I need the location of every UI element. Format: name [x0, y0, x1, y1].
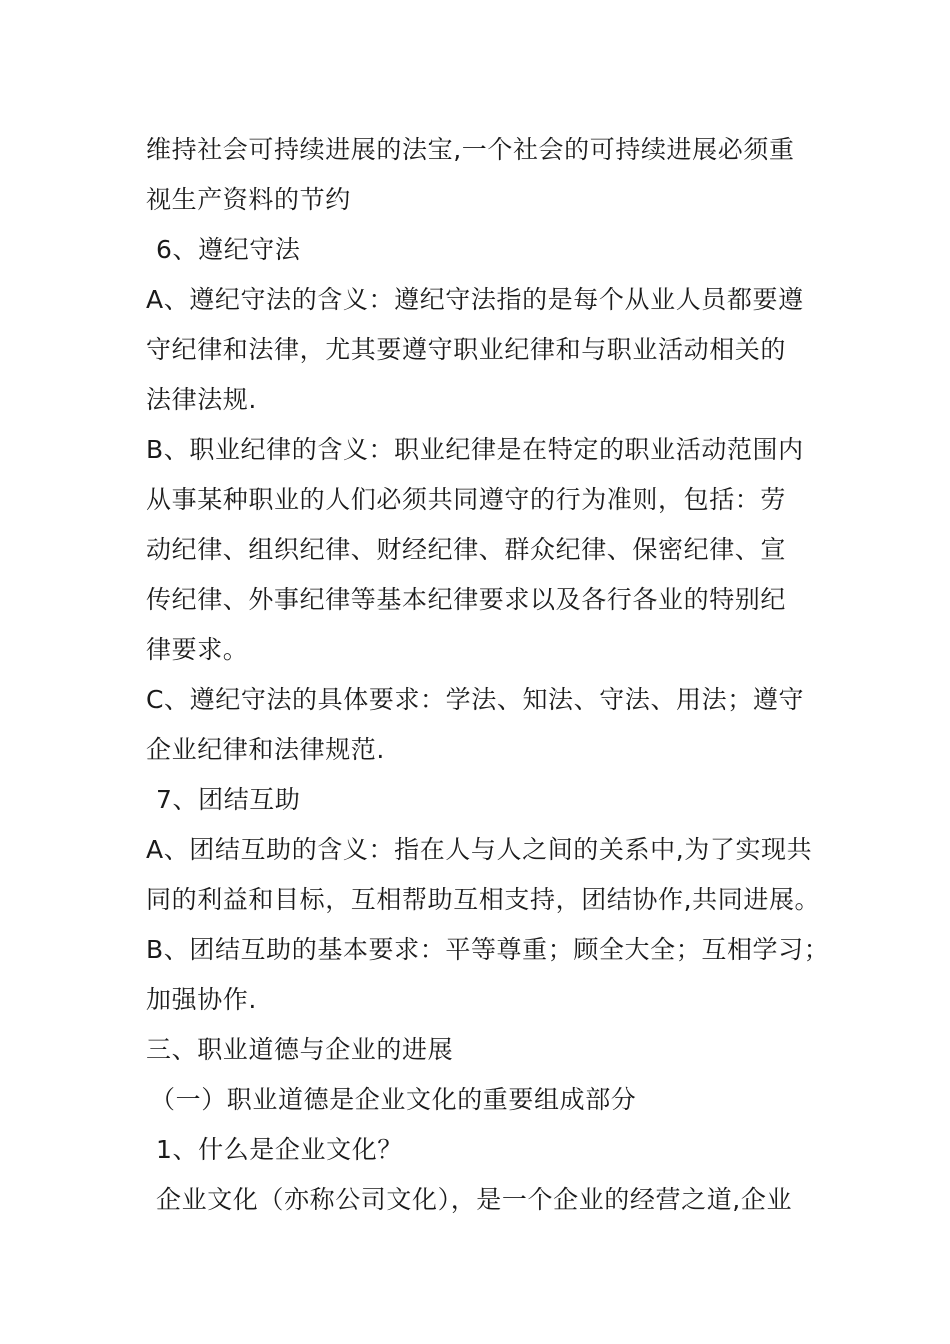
body-text-line: B、团结互助的基本要求：平等尊重；顾全大全；互相学习；: [146, 935, 830, 964]
document-body: [146, 125, 830, 1225]
question-heading: 1、什么是企业文化？: [156, 1135, 403, 1164]
body-text-line: 同的利益和目标，互相帮助互相支持，团结协作,共同进展。: [146, 885, 821, 914]
subsection-heading-1: （一）职业道德是企业文化的重要组成部分: [150, 1085, 637, 1114]
body-text-line: 维持社会可持续进展的法宝,一个社会的可持续进展必须重: [146, 135, 795, 164]
chapter-heading-3: 三、职业道德与企业的进展: [146, 1035, 454, 1064]
body-text-line: 法律法规.: [146, 385, 257, 414]
body-text-line: 企业纪律和法律规范.: [146, 735, 385, 764]
body-text-line: 传纪律、外事纪律等基本纪律要求以及各行各业的特别纪: [146, 585, 787, 614]
body-text-line: A、遵纪守法的含义：遵纪守法指的是每个从业人员都要遵: [146, 285, 804, 314]
body-text-line: 企业文化（亦称公司文化），是一个企业的经营之道,企业: [156, 1185, 793, 1214]
body-text-line: 动纪律、组织纪律、财经纪律、群众纪律、保密纪律、宣: [146, 535, 787, 564]
body-text-line: 从事某种职业的人们必须共同遵守的行为准则，包括：劳: [146, 485, 787, 514]
body-text-line: C、遵纪守法的具体要求：学法、知法、守法、用法；遵守: [146, 685, 805, 714]
body-text-line: B、职业纪律的含义：职业纪律是在特定的职业活动范围内: [146, 435, 804, 464]
body-text-line: 律要求。: [146, 635, 249, 664]
section-heading-7: 7、团结互助: [156, 785, 301, 814]
body-text-line: A、团结互助的含义：指在人与人之间的关系中,为了实现共: [146, 835, 813, 864]
section-heading-6: 6、遵纪守法: [156, 235, 301, 264]
body-text-line: 视生产资料的节约: [146, 185, 351, 214]
body-text-line: 守纪律和法律，尤其要遵守职业纪律和与职业活动相关的: [146, 335, 787, 364]
body-text-line: 加强协作.: [146, 985, 257, 1014]
